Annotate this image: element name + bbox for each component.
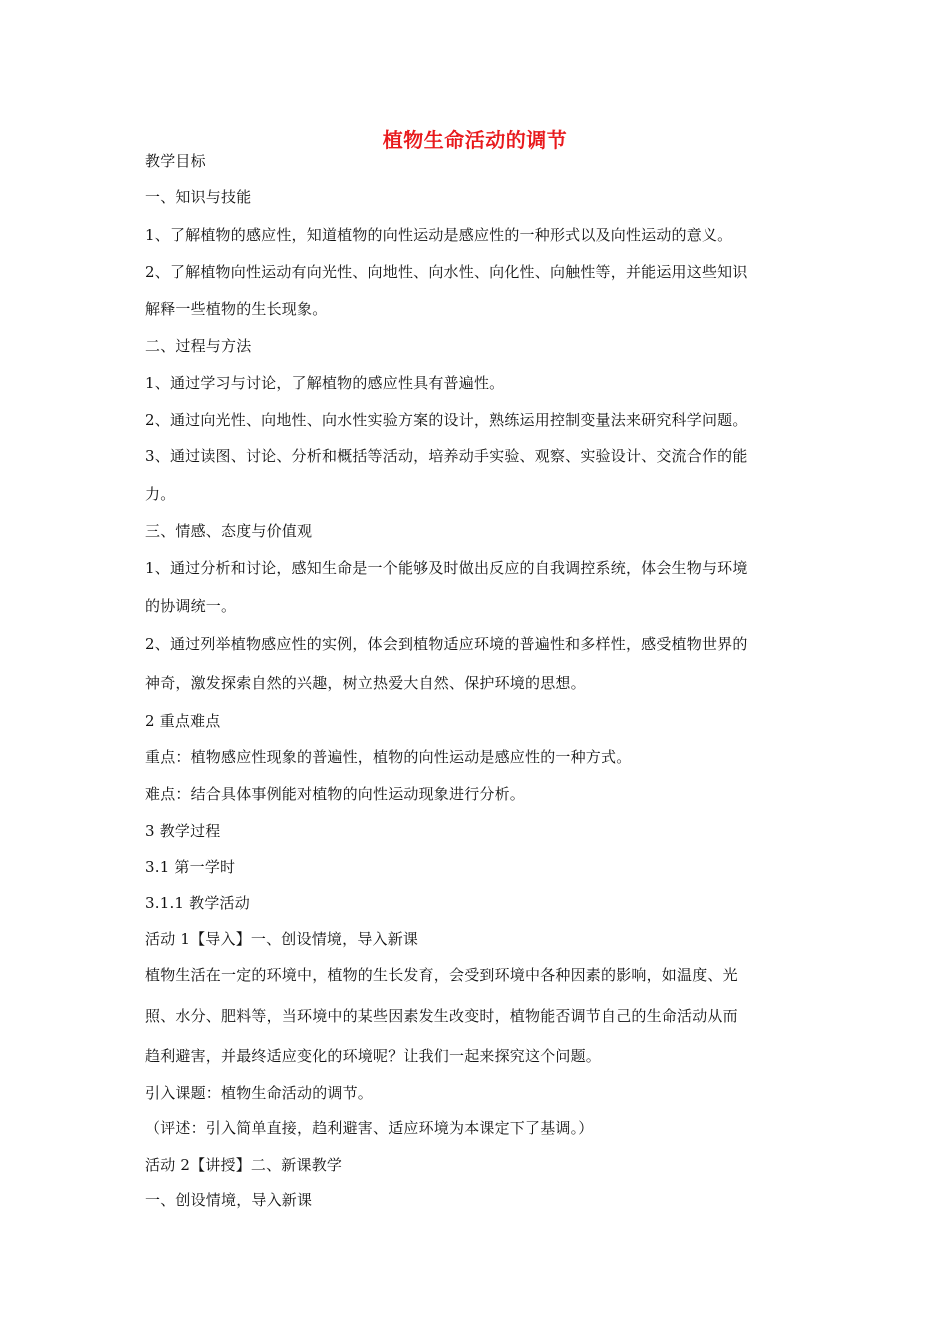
paragraph-line: 1、通过分析和讨论，感知生命是一个能够及时做出反应的自我调控系统，体会生物与环境	[145, 559, 748, 577]
paragraph-line: 植物生活在一定的环境中，植物的生长发育，会受到环境中各种因素的影响，如温度、光	[145, 966, 738, 984]
paragraph-line: 2、通过向光性、向地性、向水性实验方案的设计，熟练运用控制变量法来研究科学问题。	[145, 411, 748, 429]
subheading-process-method: 二、过程与方法	[145, 337, 252, 355]
paragraph-line: 3、通过读图、讨论、分析和概括等活动，培养动手实验、观察、实验设计、交流合作的能	[145, 447, 748, 465]
paragraph-line: 2、通过列举植物感应性的实例，体会到植物适应环境的普遍性和多样性，感受植物世界的	[145, 635, 748, 653]
paragraph-line: 2、了解植物向性运动有向光性、向地性、向水性、向化性、向触性等，并能运用这些知识	[145, 263, 748, 281]
section-heading-process: 3 教学过程	[145, 822, 221, 840]
paragraph-line: 引入课题：植物生命活动的调节。	[145, 1084, 374, 1102]
paragraph-line: 重点：植物感应性现象的普遍性，植物的向性运动是感应性的一种方式。	[145, 748, 632, 766]
activity-1-heading: 活动 1【导入】一、创设情境，导入新课	[145, 930, 419, 948]
paragraph-line: （评述：引入简单直接，趋利避害、适应环境为本课定下了基调。）	[145, 1119, 594, 1137]
section-heading-objectives: 教学目标	[145, 152, 206, 170]
paragraph-line: 神奇，激发探索自然的兴趣，树立热爱大自然、保护环境的思想。	[145, 674, 586, 692]
paragraph-line: 解释一些植物的生长现象。	[145, 300, 328, 318]
paragraph-line: 的协调统一。	[145, 597, 237, 615]
paragraph-line: 一、创设情境，导入新课	[145, 1191, 313, 1209]
subheading-emotion-values: 三、情感、态度与价值观	[145, 522, 313, 540]
section-heading-key-points: 2 重点难点	[145, 712, 221, 730]
paragraph-line: 力。	[145, 485, 176, 503]
paragraph-line: 1、通过学习与讨论，了解植物的感应性具有普遍性。	[145, 374, 505, 392]
subheading-activities: 3.1.1 教学活动	[145, 894, 250, 912]
subheading-first-period: 3.1 第一学时	[145, 858, 236, 876]
paragraph-line: 难点：结合具体事例能对植物的向性运动现象进行分析。	[145, 785, 526, 803]
document-title: 植物生命活动的调节	[382, 128, 568, 152]
paragraph-line: 照、水分、肥料等，当环境中的某些因素发生改变时，植物能否调节自己的生命活动从而	[145, 1007, 738, 1025]
paragraph-line: 1、了解植物的感应性，知道植物的向性运动是感应性的一种形式以及向性运动的意义。	[145, 226, 733, 244]
activity-2-heading: 活动 2【讲授】二、新课教学	[145, 1156, 343, 1174]
paragraph-line: 趋利避害，并最终适应变化的环境呢？让我们一起来探究这个问题。	[145, 1047, 602, 1065]
subheading-knowledge-skills: 一、知识与技能	[145, 188, 252, 206]
